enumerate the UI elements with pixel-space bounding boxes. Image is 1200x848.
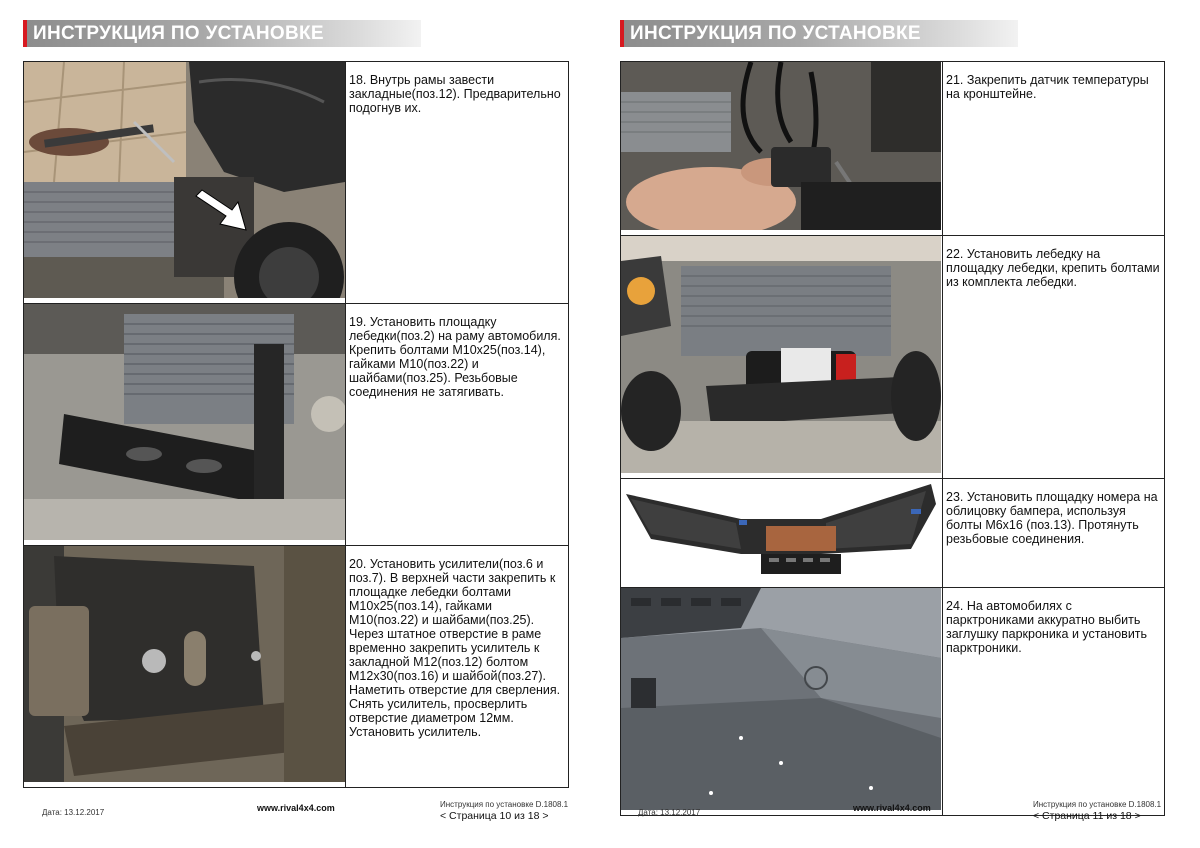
right-footer-doc: Инструкция по установке D.1808.1	[1033, 800, 1162, 809]
right-footer-date: Дата: 13.12.2017	[638, 808, 701, 817]
step-21-image	[621, 62, 941, 230]
left-footer-doc: Инструкция по установке D.1808.1	[440, 800, 569, 809]
step-19-image	[24, 304, 345, 540]
step-row-22	[621, 236, 1165, 479]
right-page	[600, 0, 1200, 848]
step-18-image	[24, 62, 345, 298]
step-18-photo	[24, 62, 346, 304]
left-footer-page: < Страница 10 из 18 >	[440, 810, 549, 822]
step-21-photo	[621, 62, 943, 236]
step-20-text: 20. Установить усилители(поз.6 и поз.7). В верхней части закрепить к площадке лебедки болтами М10х25(поз.14), гайками М10(поз.22) и шайбами(поз.25). Через штатное отверстие в раме временно закрепить усилитель к закладной М12(поз.12) болтом М12х30(поз.16) и шайбой(поз.27). Наметить отверстие для сверления. Снять усилитель, просверлить отверстие диаметром 12мм. Установить усилитель.	[346, 546, 569, 788]
step-24-text: 24. На автомобилях с парктрониками аккуратно выбить заглушку паркроника и установить парктроники.	[943, 588, 1165, 816]
left-steps-table	[23, 61, 569, 788]
step-22-image	[621, 236, 941, 473]
left-footer-date: Дата: 13.12.2017	[42, 808, 105, 817]
step-row-24	[621, 588, 1165, 816]
step-24-image	[621, 588, 941, 810]
banner-red-bar	[620, 20, 624, 47]
step-21-text: 21. Закрепить датчик температуры на кронштейне.	[943, 62, 1165, 236]
left-footer-site[interactable]: www.rival4x4.com	[257, 803, 335, 813]
step-18-text: 18. Внутрь рамы завести закладные(поз.12). Предварительно подогнув их.	[346, 62, 569, 304]
right-footer-site[interactable]: www.rival4x4.com	[853, 803, 931, 813]
left-banner-title: ИНСТРУКЦИЯ ПО УСТАНОВКЕ	[33, 22, 324, 44]
banner-red-bar	[23, 20, 27, 47]
step-24-photo	[621, 588, 943, 816]
step-19-text: 19. Установить площадку лебедки(поз.2) на раму автомобиля. Крепить болтами М10х25(поз.14), гайками М10(поз.22) и шайбами(поз.25). Резьбовые соединения не затягивать.	[346, 304, 569, 546]
left-banner	[23, 20, 421, 47]
right-footer-page: < Страница 11 из 18 >	[1033, 810, 1141, 822]
right-banner-title: ИНСТРУКЦИЯ ПО УСТАНОВКЕ	[630, 22, 921, 44]
step-23-text: 23. Установить площадку номера на облицовку бампера, используя болты М6х16 (поз.13). Протянуть резьбовые соединения.	[943, 479, 1165, 588]
step-23-photo	[621, 479, 943, 588]
step-row-19	[24, 304, 569, 546]
step-row-23	[621, 479, 1165, 588]
step-22-photo	[621, 236, 943, 479]
step-19-photo	[24, 304, 346, 546]
step-20-photo	[24, 546, 346, 788]
step-row-21	[621, 62, 1165, 236]
right-steps-table	[620, 61, 1165, 816]
right-banner	[620, 20, 1018, 47]
step-row-20	[24, 546, 569, 788]
step-23-image	[621, 479, 941, 582]
step-row-18	[24, 62, 569, 304]
step-20-image	[24, 546, 345, 782]
step-22-text: 22. Установить лебедку на площадку лебедки, крепить болтами из комплекта лебедки.	[943, 236, 1165, 479]
